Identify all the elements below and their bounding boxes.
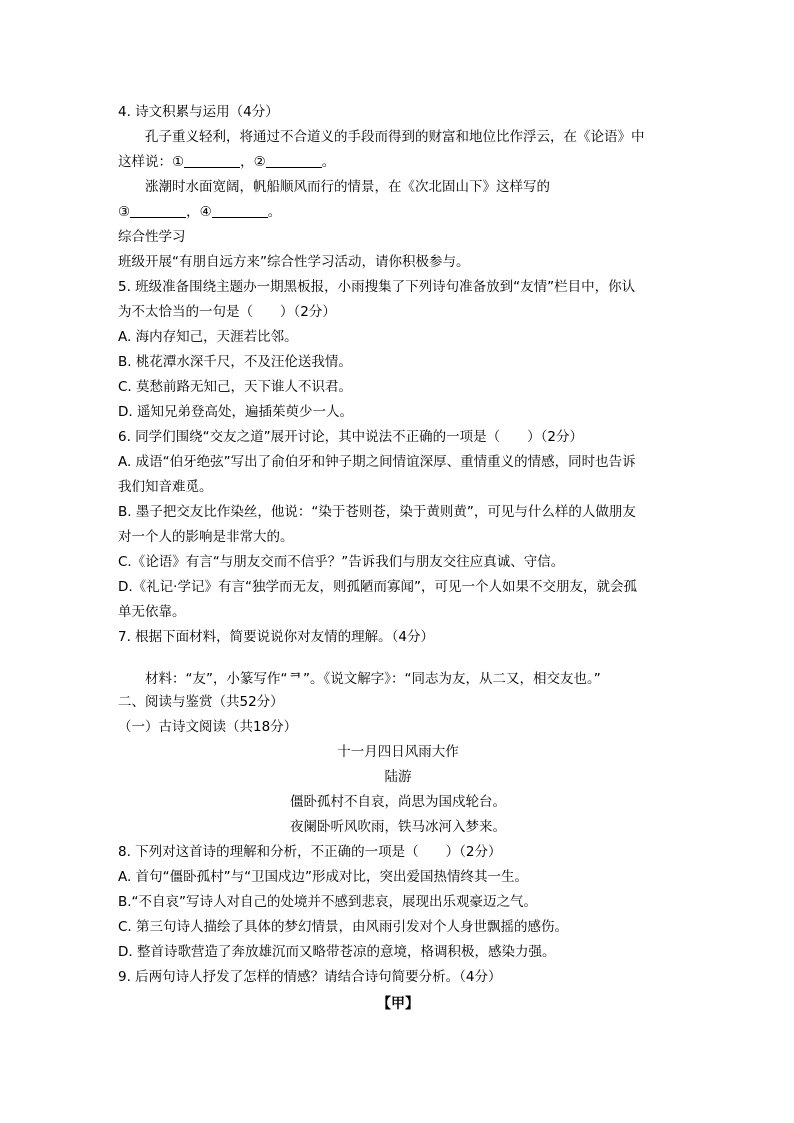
q8-option-a: A. 首句“僵卧孤村”与“卫国戍边”形成对比，突出爱国热情终其一生。 xyxy=(118,869,529,885)
answer-blank-1[interactable] xyxy=(184,153,240,168)
q5-line: 为不太恰当的一句是（ ）（2分） xyxy=(118,304,336,320)
q6-line: A. 成语“伯牙绝弦”写出了俞伯牙和钟子期之间情谊深厚、重情重义的情感，同时也告诉 xyxy=(118,454,636,470)
q6-line: B. 墨子把交友比作染丝，他说：“染于苍则苍，染于黄则黄”，可见与什么样的人做朋友 xyxy=(118,504,636,520)
section-heading: 综合性学习 xyxy=(118,229,186,245)
q6-line: D.《礼记·学记》有言“独学而无友，则孤陋而寡闻”，可见一个人如果不交朋友，就会孤 xyxy=(118,579,637,595)
part2-heading: 二、阅读与鉴赏（共52分） xyxy=(118,694,284,710)
q6-line: 对一个人的影响是非常大的。 xyxy=(118,529,294,545)
poem-author: 陆游 xyxy=(384,769,412,785)
q5-option-d: D. 遥知兄弟登高处，遍插茱萸少一人。 xyxy=(118,404,353,420)
answer-blank-4[interactable] xyxy=(212,203,268,218)
text: 。 xyxy=(267,204,282,220)
q4-blanks-1 xyxy=(118,150,678,175)
text: ，④ xyxy=(186,204,212,220)
answer-blank-2[interactable] xyxy=(266,153,322,168)
q5-option-b: B. 桃花潭水深千尺，不及汪伦送我情。 xyxy=(118,354,352,370)
text: ，② xyxy=(240,154,266,170)
q4-text-2: 涨潮时水面宽阔，帆船顺风而行的情景，在《次北固山下》这样写的 xyxy=(145,179,550,195)
text: ③ xyxy=(118,204,131,220)
section-jia-heading: 【甲】 xyxy=(377,996,419,1012)
poem-line: 夜阑卧听风吹雨，铁马冰河入梦来。 xyxy=(290,819,506,835)
q6-title: 6. 同学们围绕“交友之道”展开讨论，其中说法不正确的一项是（ ）（2分） xyxy=(118,429,583,445)
q7-title: 7. 根据下面材料，简要说说你对友情的理解。（4分） xyxy=(118,629,435,645)
q4-blanks-2 xyxy=(118,200,678,225)
q8-option-d: D. 整首诗歌营造了奔放雄沉而又略带苍凉的意境，格调积极，感染力强。 xyxy=(118,944,556,960)
q5-option-c: C. 莫愁前路无知己，天下谁人不识君。 xyxy=(118,379,353,395)
q7-material xyxy=(118,661,678,690)
poem-line: 僵卧孤村不自哀，尚思为国戍轮台。 xyxy=(290,794,506,810)
q6-line: 单无依靠。 xyxy=(118,604,186,620)
q8-title: 8. 下列对这首诗的理解和分析，不正确的一项是（ ）（2分） xyxy=(118,844,502,860)
text: 这样说：① xyxy=(118,154,185,170)
poem-title: 十一月四日风雨大作 xyxy=(337,744,459,760)
document-page xyxy=(118,100,678,1017)
answer-blank-3[interactable] xyxy=(130,203,186,218)
q5-option-a: A. 海内存知己，天涯若比邻。 xyxy=(118,329,298,345)
q6-line: 我们知音难觅。 xyxy=(118,479,213,495)
text: 。 xyxy=(321,154,336,170)
q8-option-b: B.“不自哀”写诗人对自己的处境并不感到悲哀，展现出乐观豪迈之气。 xyxy=(118,894,538,910)
q5-line: 5. 班级准备围绕主题办一期黑板报，小雨搜集了下列诗句准备放到“友情”栏目中，你认 xyxy=(118,279,636,295)
intro-text: 班级开展“有朋自远方来”综合性学习活动，请你积极参与。 xyxy=(118,254,470,270)
text: 材料：“友”，小篆写作“ xyxy=(145,671,288,687)
q4-title: 4. 诗文积累与运用（4分） xyxy=(118,104,279,120)
part2-sub-heading: （一）古诗文阅读（共18分） xyxy=(118,719,298,735)
q9-title: 9. 后两句诗人抒发了怎样的情感？请结合诗句简要分析。（4分） xyxy=(118,969,502,985)
text: ”。《说文解字》：“同志为友，从二又，相交友也。” xyxy=(302,671,601,687)
seal-script-character: ᆿ xyxy=(287,661,303,680)
q6-line: C.《论语》有言“与朋友交而不信乎？”告诉我们与朋友交往应真诚、守信。 xyxy=(118,554,565,570)
q8-option-c: C. 第三句诗人描绘了具体的梦幻情景，由风雨引发对个人身世飘摇的感伤。 xyxy=(118,919,569,935)
q4-text-1: 孔子重义轻利，将通过不合道义的手段而得到的财富和地位比作浮云，在《论语》中 xyxy=(145,129,645,145)
